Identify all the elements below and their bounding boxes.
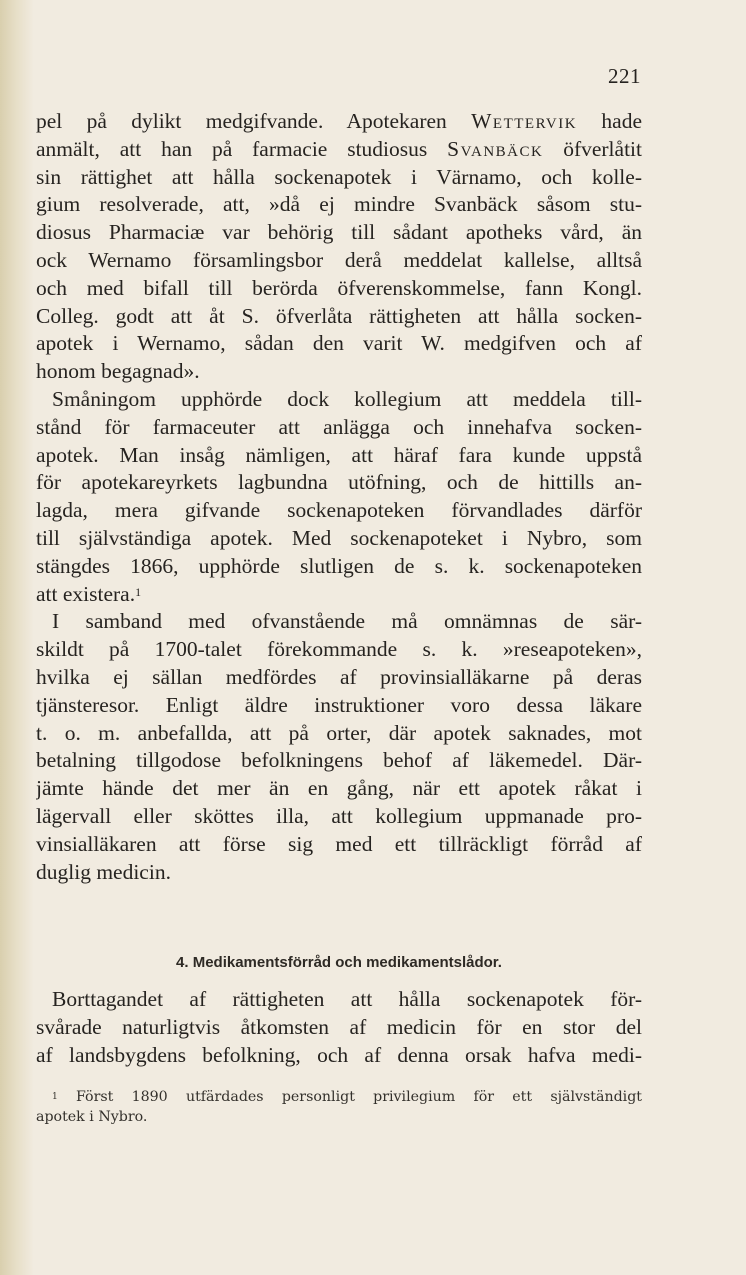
text-line: I samband med ofvanstående må omnämnas de sär- xyxy=(52,609,642,634)
name-smallcaps: Svanbäck xyxy=(447,136,544,161)
text-line: lägervall eller sköttes illa, att kollegium uppmanade pro- xyxy=(36,803,642,828)
text-line: svårade naturligtvis åtkomsten af medicin för en stor del xyxy=(36,1014,642,1039)
text-line: stängdes 1866, upphörde slutligen de s. k. sockenapoteken xyxy=(36,553,642,578)
text-line: gium resolverade, att, »då ej mindre Svanbäck såsom stu- xyxy=(36,192,642,217)
footnote-line: apotek i Nybro. xyxy=(36,1109,148,1125)
text-line: duglig medicin. xyxy=(36,859,171,884)
text-line: honom begagnad». xyxy=(36,359,200,384)
text-line: sin rättighet att hålla sockenapotek i Värnamo, och kolle- xyxy=(36,164,642,189)
text-line: till självständiga apotek. Med sockenapoteket i Nybro, som xyxy=(36,525,642,550)
text-line: apotek i Wernamo, sådan den varit W. medgifven och af xyxy=(36,331,642,356)
text-line: Colleg. godt att åt S. öfverlåta rättigheten att hålla socken- xyxy=(36,303,642,328)
text-line: för apotekareyrkets lagbundna utöfning, och de hittills an- xyxy=(36,470,642,495)
text-line: och med bifall till berörda öfverenskommelse, fann Kongl. xyxy=(36,275,642,300)
page-edge-shadow xyxy=(0,0,34,1275)
footnote-line: $^1$ Först 1890 utfärdades personligt privilegium för ett självständigt xyxy=(52,1089,642,1105)
text-line: af landsbygdens befolkning, och af denna orsak hafva medi- xyxy=(36,1042,642,1067)
text-line: ock Wernamo församlingsbor derå meddelat kallelse, alltså xyxy=(36,247,642,272)
text-line: vinsialläkaren att förse sig med ett tillräckligt förråd af xyxy=(36,831,642,856)
text-line: hvilka ej sällan medfördes af provinsialläkarne på deras xyxy=(36,664,642,689)
footnote xyxy=(36,1087,642,1127)
text-line: Småningom upphörde dock kollegium att meddela till- xyxy=(52,386,642,411)
name-smallcaps: Wettervik xyxy=(471,109,578,133)
text-line: lagda, mera gifvande sockenapoteken förvandlades därför xyxy=(36,498,642,523)
text-line: att existera.$^1$ xyxy=(36,581,142,606)
text-line: betalning tillgodose befolkningens behof af läkemedel. Där- xyxy=(36,748,642,773)
footnote-reference: 1 xyxy=(135,584,142,599)
page-number: 221 xyxy=(608,64,641,88)
text-line: Borttagandet af rättigheten att hålla sockenapotek för- xyxy=(52,987,642,1011)
section-heading: 4. Medikamentsförråd och medikamentslådor. xyxy=(176,954,502,971)
body-text xyxy=(36,108,642,886)
body-text-continued xyxy=(36,986,642,1069)
text-line: t. o. m. anbefallda, att på orter, där apotek saknades, mot xyxy=(36,720,642,745)
text-line: skildt på 1700-talet förekommande s. k. »reseapoteken», xyxy=(36,637,642,662)
footnote-marker: 1 xyxy=(52,1092,58,1102)
text-line: stånd för farmaceuter att anlägga och innehafva socken- xyxy=(36,414,642,439)
text-line: tjänsteresor. Enligt äldre instruktioner voro dessa läkare xyxy=(36,692,642,717)
text-line: anmält, att han på farmacie studiosus Svanbäck öfverlåtit xyxy=(36,136,642,161)
text-line: pel på dylikt medgifvande. Apotekaren Wettervik hade xyxy=(36,109,642,133)
text-line: diosus Pharmaciæ var behörig till sådant apotheks vård, än xyxy=(36,220,642,245)
text-line: jämte hände det mer än en gång, när ett apotek råkat i xyxy=(36,776,642,801)
text-line: apotek. Man insåg nämligen, att häraf fara kunde uppstå xyxy=(36,442,642,467)
